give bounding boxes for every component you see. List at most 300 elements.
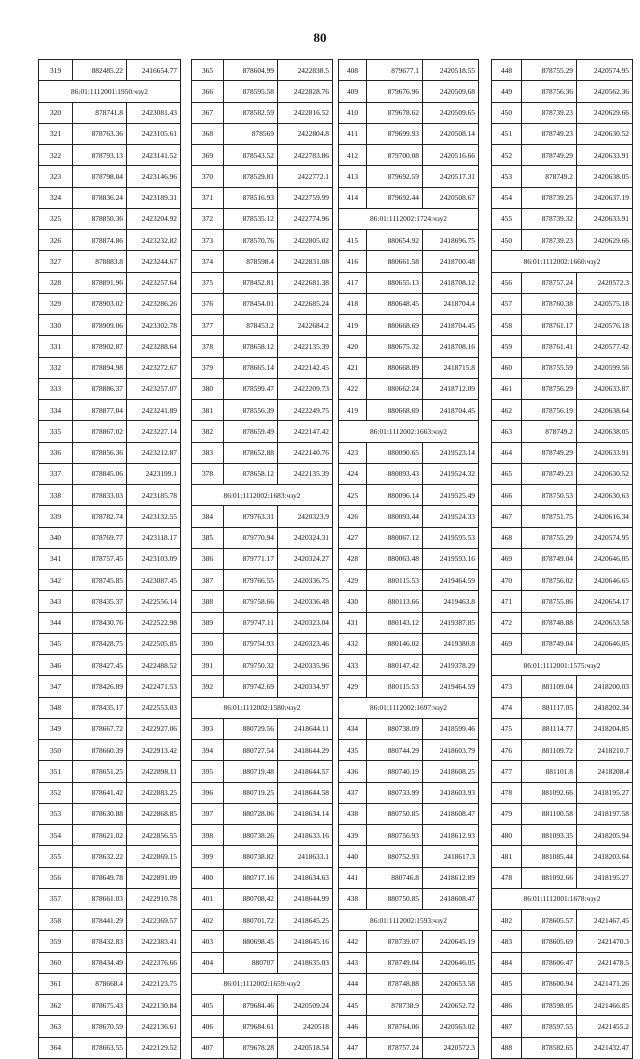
table-row [492,81,633,102]
point-number-cell: 333 [39,378,73,399]
y-coordinate-cell: 2420518 [278,1016,333,1037]
table-row [339,336,479,357]
x-coordinate-cell: 878750.53 [522,485,577,506]
y-coordinate-cell: 2418202.34 [577,697,633,718]
table-row [492,272,633,293]
y-coordinate-cell: 2420575.18 [577,293,633,314]
x-coordinate-cell: 878667.72 [73,718,127,739]
x-coordinate-cell: 880146.02 [367,633,423,654]
x-coordinate-cell: 878757.24 [522,272,577,293]
x-coordinate-cell: 878755.29 [522,60,577,81]
table-row [339,1016,479,1037]
coordinate-table-column-4 [491,59,633,1059]
y-coordinate-cell: 2418644.58 [278,782,333,803]
y-coordinate-cell: 2423257.64 [127,272,181,293]
table-row [192,570,333,591]
point-number-cell: 427 [339,527,367,548]
y-coordinate-cell: 2420324.31 [278,527,333,548]
y-coordinate-cell: 2420629.66 [577,230,633,251]
table-row [39,251,181,272]
x-coordinate-cell: 878535.12 [224,208,278,229]
table-row [492,421,633,442]
y-coordinate-cell: 2422828.76 [278,81,333,102]
x-coordinate-cell: 879677.1 [367,60,423,81]
table-row [39,548,181,569]
page-number: 80 [313,30,327,45]
x-coordinate-cell: 878430.76 [73,612,127,633]
point-number-cell: 478 [492,867,522,888]
table-row [192,612,333,633]
y-coordinate-cell: 2420563.02 [423,1016,479,1037]
table-row [192,60,333,81]
x-coordinate-cell: 878749.29 [522,442,577,463]
x-coordinate-cell: 878748.88 [367,973,423,994]
table-row [39,315,181,336]
table-row [192,123,333,144]
x-coordinate-cell: 880067.12 [367,527,423,548]
x-coordinate-cell: 880093.43 [367,463,423,484]
y-coordinate-cell: 2422684.2 [278,315,333,336]
y-coordinate-cell: 2418203.64 [577,846,633,867]
point-number-cell: 451 [492,123,522,144]
table-row [192,825,333,846]
point-number-cell: 357 [39,888,73,909]
x-coordinate-cell: 878738.9 [367,995,423,1016]
point-number-cell: 398 [192,825,224,846]
point-number-cell: 420 [339,336,367,357]
table-row [339,761,479,782]
table-row [492,803,633,824]
point-number-cell: 434 [339,718,367,739]
x-coordinate-cell: 878432.83 [73,931,127,952]
parcel-header-row [339,421,479,442]
point-number-cell: 423 [339,442,367,463]
table-row [192,251,333,272]
table-row [339,973,479,994]
y-coordinate-cell: 2421471.26 [577,973,633,994]
table-row [339,166,479,187]
point-number-cell: 447 [339,1037,367,1058]
x-coordinate-cell: 878570.76 [224,230,278,251]
x-coordinate-cell: 880756.93 [367,825,423,846]
table-row [39,676,181,697]
point-number-cell: 463 [492,421,522,442]
table-row [339,400,479,421]
x-coordinate-cell: 880662.24 [367,378,423,399]
y-coordinate-cell: 2422135.39 [278,463,333,484]
x-coordinate-cell: 880738.26 [224,825,278,846]
x-coordinate-cell: 878595.58 [224,81,278,102]
point-number-cell: 386 [192,548,224,569]
table-row [492,591,633,612]
table-row [339,995,479,1016]
table-row [39,187,181,208]
x-coordinate-cell: 879758.66 [224,591,278,612]
table-row [492,612,633,633]
x-coordinate-cell: 878599.47 [224,378,278,399]
table-row [192,633,333,654]
point-number-cell: 395 [192,761,224,782]
y-coordinate-cell: 2422130.84 [127,995,181,1016]
y-coordinate-cell: 2422783.86 [278,145,333,166]
y-coordinate-cell: 2422913.42 [127,740,181,761]
point-number-cell: 465 [492,463,522,484]
x-coordinate-cell: 878755.59 [522,357,577,378]
point-number-cell: 412 [339,145,367,166]
point-number-cell: 346 [39,655,73,676]
x-coordinate-cell: 878891.96 [73,272,127,293]
x-coordinate-cell: 878454.01 [224,293,278,314]
x-coordinate-cell: 880063.48 [367,548,423,569]
point-number-cell: 483 [492,931,522,952]
table-row [492,697,633,718]
x-coordinate-cell: 878453.2 [224,315,278,336]
x-coordinate-cell: 878739.25 [522,187,577,208]
x-coordinate-cell: 878543.52 [224,145,278,166]
parcel-number-cell: 86:01:1112002:1593:чзу2 [339,910,479,931]
y-coordinate-cell: 2423232.82 [127,230,181,251]
x-coordinate-cell: 881109.72 [522,740,577,761]
point-number-cell: 475 [492,718,522,739]
x-coordinate-cell: 878452.81 [224,272,278,293]
x-coordinate-cell: 878529.81 [224,166,278,187]
table-row [492,293,633,314]
point-number-cell: 480 [492,825,522,846]
table-row [39,888,181,909]
point-number-cell: 366 [192,81,224,102]
y-coordinate-cell: 2420336.48 [278,591,333,612]
x-coordinate-cell: 878605.69 [522,931,577,952]
point-number-cell: 484 [492,952,522,973]
x-coordinate-cell: 879766.55 [224,570,278,591]
x-coordinate-cell: 878435.37 [73,591,127,612]
y-coordinate-cell: 2419524.33 [423,506,479,527]
point-number-cell: 474 [492,697,522,718]
y-coordinate-cell: 2422759.99 [278,187,333,208]
point-number-cell: 344 [39,612,73,633]
table-row [492,676,633,697]
point-number-cell: 409 [339,81,367,102]
x-coordinate-cell: 878665.14 [224,357,278,378]
table-row [339,463,479,484]
table-row [192,995,333,1016]
y-coordinate-cell: 2418635.03 [278,952,333,973]
x-coordinate-cell: 881093.35 [522,825,577,846]
x-coordinate-cell: 878833.03 [73,485,127,506]
y-coordinate-cell: 2420576.18 [577,315,633,336]
table-row [192,208,333,229]
y-coordinate-cell: 2422831.08 [278,251,333,272]
y-coordinate-cell: 2418612.89 [423,867,479,888]
table-row [492,867,633,888]
y-coordinate-cell: 2419524.32 [423,463,479,484]
y-coordinate-cell: 2418608.25 [423,761,479,782]
y-coordinate-cell: 2418633.1 [278,846,333,867]
x-coordinate-cell: 878909.06 [73,315,127,336]
y-coordinate-cell: 2418644.11 [278,718,333,739]
point-number-cell: 369 [192,145,224,166]
y-coordinate-cell: 2422910.78 [127,888,181,909]
y-coordinate-cell: 2422883.25 [127,782,181,803]
table-row [192,230,333,251]
table-row [492,166,633,187]
table-row [339,60,479,81]
x-coordinate-cell: 880719.48 [224,761,278,782]
y-coordinate-cell: 2420518.55 [423,60,479,81]
table-row [192,867,333,888]
y-coordinate-cell: 2420633.91 [577,442,633,463]
point-number-cell: 431 [339,612,367,633]
parcel-header-row [339,697,479,718]
y-coordinate-cell: 2423204.92 [127,208,181,229]
point-number-cell: 363 [39,1016,73,1037]
y-coordinate-cell: 2422891.09 [127,867,181,888]
y-coordinate-cell: 2422774.96 [278,208,333,229]
table-row [492,527,633,548]
table-row [492,718,633,739]
x-coordinate-cell: 878867.02 [73,421,127,442]
point-number-cell: 319 [39,60,73,81]
table-row [339,1037,479,1058]
point-number-cell: 335 [39,421,73,442]
y-coordinate-cell: 2418712.09 [423,378,479,399]
y-coordinate-cell: 2423241.89 [127,400,181,421]
y-coordinate-cell: 2420334.97 [278,676,333,697]
point-number-cell: 330 [39,315,73,336]
table-row [39,591,181,612]
y-coordinate-cell: 2420653.58 [577,612,633,633]
x-coordinate-cell: 878874.86 [73,230,127,251]
table-row [339,782,479,803]
x-coordinate-cell: 878739.23 [522,230,577,251]
point-number-cell: 355 [39,846,73,867]
parcel-header-row [339,208,479,229]
table-row [492,400,633,421]
point-number-cell: 442 [339,931,367,952]
y-coordinate-cell: 2420653.58 [423,973,479,994]
point-number-cell: 457 [492,293,522,314]
x-coordinate-cell: 878749.04 [522,633,577,654]
point-number-cell: 481 [492,846,522,867]
table-row [39,761,181,782]
y-coordinate-cell: 2418634.14 [278,803,333,824]
x-coordinate-cell: 880752.93 [367,846,423,867]
table-row [492,336,633,357]
table-row [492,995,633,1016]
point-number-cell: 471 [492,591,522,612]
y-coordinate-cell: 2420630.52 [577,463,633,484]
x-coordinate-cell: 878782.74 [73,506,127,527]
y-coordinate-cell: 2423286.26 [127,293,181,314]
x-coordinate-cell: 878763.36 [73,123,127,144]
point-number-cell: 340 [39,527,73,548]
table-row [39,952,181,973]
x-coordinate-cell: 880648.45 [367,293,423,314]
x-coordinate-cell: 880143.12 [367,612,423,633]
table-row [492,973,633,994]
point-number-cell: 390 [192,633,224,654]
table-row [39,718,181,739]
x-coordinate-cell: 878582.65 [522,1037,577,1058]
x-coordinate-cell: 878582.59 [224,102,278,123]
point-number-cell: 345 [39,633,73,654]
y-coordinate-cell: 2422369.57 [127,910,181,931]
table-row [492,485,633,506]
table-row [192,910,333,931]
y-coordinate-cell: 2422685.24 [278,293,333,314]
table-row [192,166,333,187]
point-number-cell: 470 [492,570,522,591]
x-coordinate-cell: 881100.58 [522,803,577,824]
table-row [339,570,479,591]
point-number-cell: 438 [339,888,367,909]
x-coordinate-cell: 878751.75 [522,506,577,527]
table-row [39,272,181,293]
table-row [192,102,333,123]
table-row [339,293,479,314]
x-coordinate-cell: 880661.58 [367,251,423,272]
y-coordinate-cell: 2421432.47 [577,1037,633,1058]
point-number-cell: 424 [339,463,367,484]
y-coordinate-cell: 2420323.9 [278,506,333,527]
x-coordinate-cell: 880668.69 [367,315,423,336]
x-coordinate-cell: 880096.14 [367,485,423,506]
table-row [192,803,333,824]
point-number-cell: 477 [492,761,522,782]
x-coordinate-cell: 879692.44 [367,187,423,208]
point-number-cell: 365 [192,60,224,81]
table-row [192,676,333,697]
point-number-cell: 488 [492,1037,522,1058]
x-coordinate-cell: 878600.94 [522,973,577,994]
point-number-cell: 485 [492,973,522,994]
point-number-cell: 417 [339,272,367,293]
point-number-cell: 350 [39,740,73,761]
table-row [492,442,633,463]
point-number-cell: 487 [492,1016,522,1037]
x-coordinate-cell: 878739.23 [522,102,577,123]
table-row [39,740,181,761]
table-row [339,952,479,973]
table-row [192,315,333,336]
point-number-cell: 399 [192,846,224,867]
y-coordinate-cell: 2423118.17 [127,527,181,548]
point-number-cell: 432 [339,633,367,654]
point-number-cell: 429 [339,570,367,591]
x-coordinate-cell: 880728.06 [224,803,278,824]
point-number-cell: 443 [339,952,367,973]
y-coordinate-cell: 2420517.31 [423,166,479,187]
point-number-cell: 385 [192,527,224,548]
table-row [339,357,479,378]
point-number-cell: 378 [192,463,224,484]
y-coordinate-cell: 2420629.66 [577,102,633,123]
parcel-header-row [492,655,633,676]
point-number-cell: 359 [39,931,73,952]
x-coordinate-cell: 878756.19 [522,400,577,421]
table-row [192,400,333,421]
y-coordinate-cell: 2423103.09 [127,548,181,569]
point-number-cell: 320 [39,102,73,123]
table-row [339,676,479,697]
y-coordinate-cell: 2422142.45 [278,357,333,378]
x-coordinate-cell: 879684.61 [224,1016,278,1037]
parcel-number-cell: 86:01:1112002:1663:чзу2 [339,421,479,442]
y-coordinate-cell: 2419464.59 [423,570,479,591]
point-number-cell: 325 [39,208,73,229]
parcel-number-cell: 86:01:1112002:1659:чзу2 [192,973,333,994]
table-row [39,570,181,591]
table-row [339,867,479,888]
x-coordinate-cell: 878883.8 [73,251,127,272]
point-number-cell: 400 [192,867,224,888]
table-row [492,761,633,782]
y-coordinate-cell: 2418608.47 [423,888,479,909]
table-row [192,336,333,357]
table-row [492,740,633,761]
table-row [192,463,333,484]
table-row [192,421,333,442]
point-number-cell: 419 [339,400,367,421]
point-number-cell: 441 [339,867,367,888]
point-number-cell: 375 [192,272,224,293]
y-coordinate-cell: 2420509.24 [278,995,333,1016]
x-coordinate-cell: 879684.46 [224,995,278,1016]
y-coordinate-cell: 2421466.85 [577,995,633,1016]
x-coordinate-cell: 879771.17 [224,548,278,569]
point-number-cell: 334 [39,400,73,421]
point-number-cell: 353 [39,803,73,824]
point-number-cell: 380 [192,378,224,399]
x-coordinate-cell: 878745.85 [73,570,127,591]
table-row [39,1016,181,1037]
table-row [492,570,633,591]
y-coordinate-cell: 2420646.05 [577,548,633,569]
point-number-cell: 329 [39,293,73,314]
point-number-cell: 337 [39,463,73,484]
point-number-cell: 430 [339,591,367,612]
table-row [339,740,479,761]
x-coordinate-cell: 878604.99 [224,60,278,81]
x-coordinate-cell: 878598.05 [522,995,577,1016]
x-coordinate-cell: 880719.25 [224,782,278,803]
table-row [339,506,479,527]
table-row [339,888,479,909]
x-coordinate-cell: 880698.45 [224,931,278,952]
table-row [492,145,633,166]
y-coordinate-cell: 2422376.66 [127,952,181,973]
y-coordinate-cell: 2420646.65 [577,570,633,591]
y-coordinate-cell: 2420335.96 [278,655,333,676]
y-coordinate-cell: 2423141.52 [127,145,181,166]
x-coordinate-cell: 882485.22 [73,60,127,81]
table-row [192,740,333,761]
x-coordinate-cell: 878649.78 [73,867,127,888]
point-number-cell: 378 [192,336,224,357]
y-coordinate-cell: 2418644.99 [278,888,333,909]
point-number-cell: 472 [492,612,522,633]
y-coordinate-cell: 2422772.1 [278,166,333,187]
y-coordinate-cell: 2422140.76 [278,442,333,463]
x-coordinate-cell: 880746.8 [367,867,423,888]
point-number-cell: 342 [39,570,73,591]
y-coordinate-cell: 2418200.03 [577,676,633,697]
point-number-cell: 352 [39,782,73,803]
y-coordinate-cell: 2422488.52 [127,655,181,676]
x-coordinate-cell: 878748.88 [522,612,577,633]
table-row [492,208,633,229]
y-coordinate-cell: 2422816.52 [278,102,333,123]
